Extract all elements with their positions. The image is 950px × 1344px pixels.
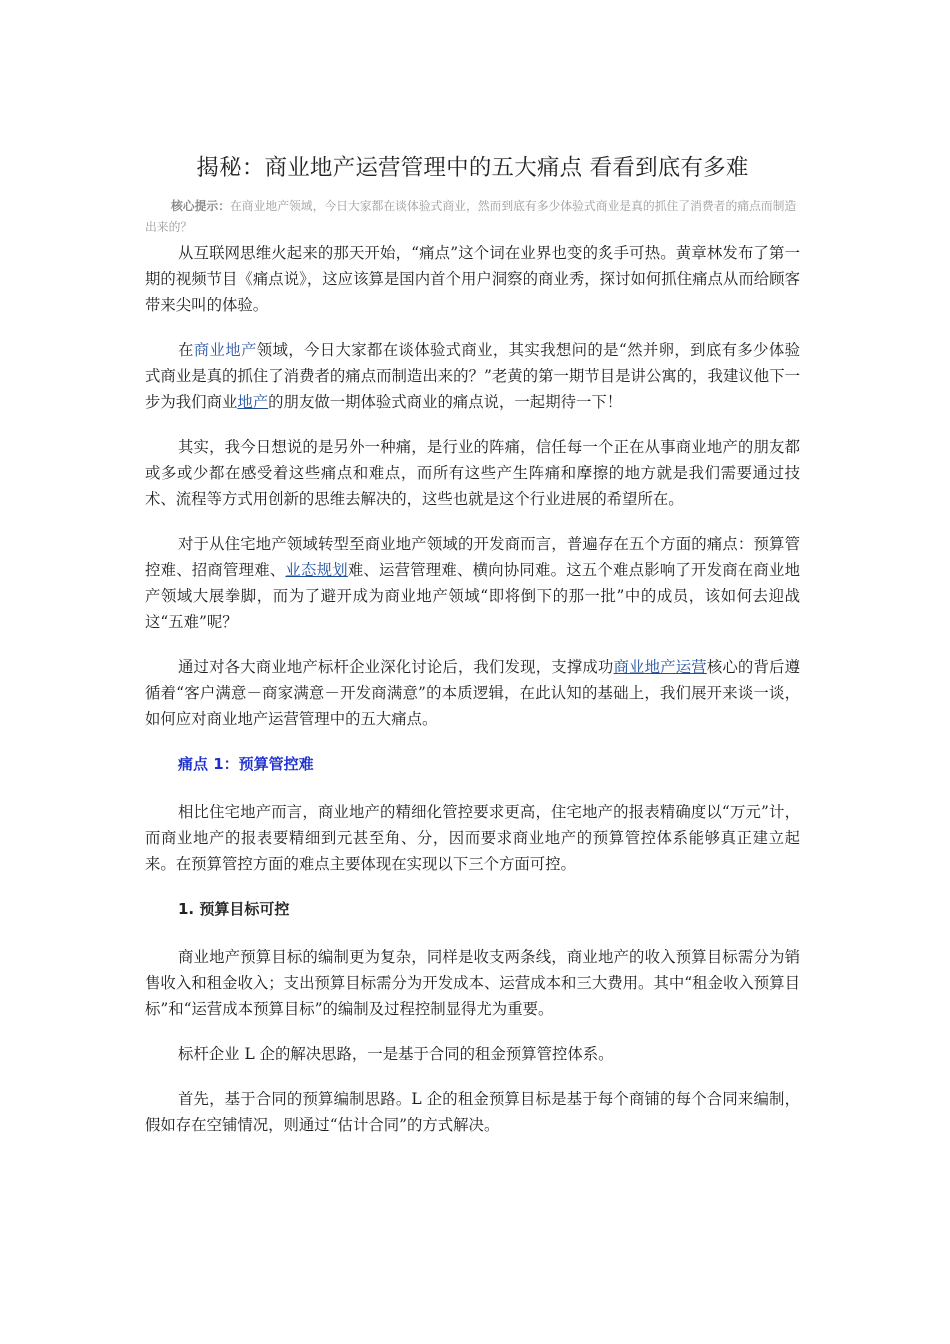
- p5-text-a: 通过对各大商业地产标杆企业深化讨论后，我们发现，支撑成功: [178, 658, 614, 676]
- paragraph-7: 商业地产预算目标的编制更为复杂，同样是收支两条线，商业地产的收入预算目标需分为销售收入和租金收入；支出预算目标需分为开发成本、运营成本和三大费用。其中“租金收入预算目标”和“运营成本预算目标”的编制及过程控制显得尤为重要。: [145, 948, 800, 1018]
- paragraph-3: 其实，我今日想说的是另外一种痛，是行业的阵痛，信任每一个正在从事商业地产的朋友都或多或少都在感受着这些痛点和难点，而所有这些产生阵痛和摩擦的地方就是我们需要通过技术、流程等方式用创新的思维去解决的，这些也就是这个行业进展的希望所在。: [145, 438, 800, 508]
- summary-text: 在商业地产领域，今日大家都在谈体验式商业，然而到底有多少体验式商业是真的抓住了消费者的痛点而制造出来的？: [145, 199, 797, 234]
- p4-text-b: 难、运营管理难、横向协同难。这五个难点影响了开发商在商业地产领域大展拳脚，而为了避开成为商业地产领域“即将倒下的那一批”中的成员，该如何去迎战这“五难”呢？: [145, 561, 800, 631]
- paragraph-9: 首先，基于合同的预算编制思路。L 企的租金预算目标是基于每个商铺的每个合同来编制，假如存在空铺情况，则通过“估计合同”的方式解决。: [145, 1090, 800, 1134]
- paragraph-6: 相比住宅地产而言，商业地产的精细化管控要求更高，住宅地产的报表精确度以“万元”计，而商业地产的报表要精细到元甚至角、分，因而要求商业地产的预算管控体系能够真正建立起来。在预算管控方面的难点主要体现在实现以下三个方面可控。: [145, 803, 800, 873]
- paragraph-5: [145, 654, 800, 732]
- p2-text-b: 领域，今日大家都在谈体验式商业，其实我想问的是“然并卵，到底有多少体验式商业是真的抓住了消费者的痛点而制造出来的？”老黄的第一期节目是讲公寓的，我建议他下一步为我们商业: [145, 341, 800, 411]
- link-business-planning[interactable]: 业态规划: [285, 561, 348, 579]
- p5-text-b: 核心的背后遵循着“客户满意－商家满意－开发商满意”的本质逻辑，在此认知的基础上，我们展开来谈一谈，如何应对商业地产运营管理中的五大痛点。: [145, 658, 800, 728]
- paragraph-8: 标杆企业 L 企的解决思路，一是基于合同的租金预算管控体系。: [178, 1045, 614, 1063]
- paragraph-2: [145, 337, 800, 415]
- p2-text-a: 在: [178, 341, 194, 359]
- article: [145, 150, 800, 1157]
- p2-text-c: 的朋友做一期体验式商业的痛点说，一起期待一下！: [268, 393, 623, 411]
- link-commercial-real-estate[interactable]: 商业地产: [193, 341, 257, 359]
- summary: [145, 196, 800, 238]
- section-heading-pain-point-1: 痛点 1：预算管控难: [178, 755, 314, 773]
- p4-text-a: 对于从住宅地产领域转型至商业地产领域的开发商而言，普遍存在五个方面的痛点：预算管控难、招商管理难、: [145, 535, 800, 579]
- paragraph-4: [145, 531, 800, 635]
- subheading-budget-target: 1. 预算目标可控: [178, 900, 290, 918]
- article-title: 揭秘：商业地产运营管理中的五大痛点 看看到底有多难: [196, 155, 749, 181]
- link-commercial-operation[interactable]: 商业地产运营: [613, 658, 707, 676]
- paragraph-1: 从互联网思维火起来的那天开始，“痛点”这个词在业界也变的炙手可热。黄章林发布了第一期的视频节目《痛点说》，这应该算是国内首个用户洞察的商业秀，探讨如何抓住痛点从而给顾客带来尖叫的体验。: [145, 244, 800, 314]
- summary-label: 核心提示：: [171, 199, 230, 213]
- link-real-estate[interactable]: 地产: [237, 393, 269, 411]
